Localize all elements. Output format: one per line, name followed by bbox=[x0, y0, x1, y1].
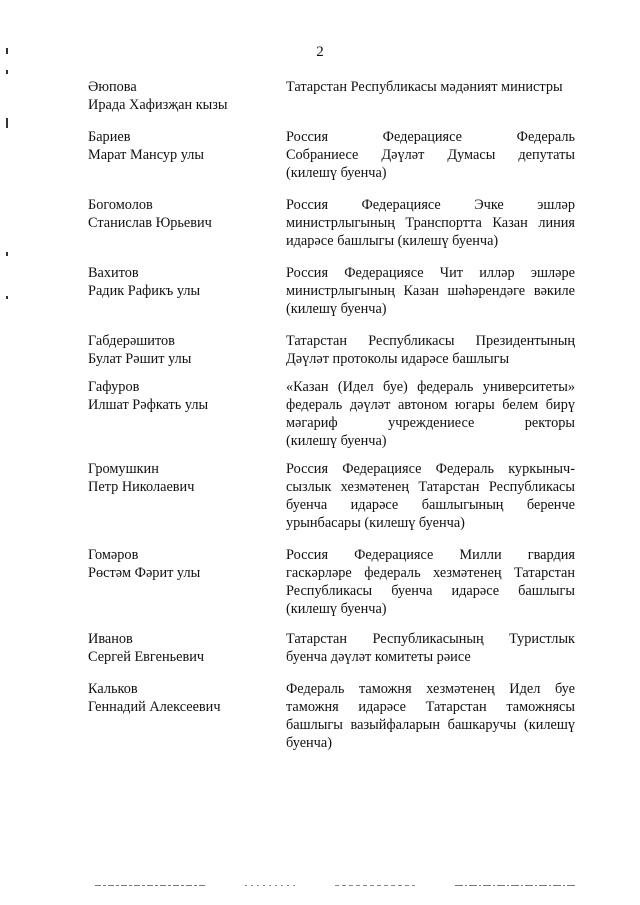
member-given-name: Сергей Евгеньевич bbox=[88, 649, 205, 665]
position-line: идарәсе башлыгы (килешү буенча) bbox=[286, 233, 499, 249]
position-line: Татарстан Республикасы мәдәният министры bbox=[286, 79, 563, 95]
member-name bbox=[88, 378, 273, 414]
member-surname: Кальков bbox=[88, 681, 138, 697]
position-line: буенча дәүләт комитеты рәисе bbox=[286, 649, 471, 665]
member-given-name: Булат Рәшит улы bbox=[88, 351, 192, 367]
scan-bottom-noise bbox=[95, 884, 575, 887]
position-line: Россия Федерациясе Эчке эшләр bbox=[286, 197, 575, 213]
member-given-name: Петр Николаевич bbox=[88, 479, 195, 495]
member-surname: Вахитов bbox=[88, 265, 139, 281]
position-line: (килешү буенча) bbox=[286, 165, 387, 181]
member-surname: Громушкин bbox=[88, 461, 159, 477]
position-line: министрлыгының Транспортта Казан линия bbox=[286, 215, 575, 231]
scan-mark bbox=[6, 296, 8, 299]
position-line: урынбасары (килешү буенча) bbox=[286, 515, 465, 531]
member-surname: Габдерәшитов bbox=[88, 333, 175, 349]
scan-mark bbox=[6, 252, 8, 256]
position-line: таможня идарәсе Татарстан таможнясы bbox=[286, 699, 575, 715]
position-line: (килешү буенча) bbox=[286, 301, 387, 317]
position-line: Федераль таможня хезмәтенең Идел буе bbox=[286, 681, 575, 697]
position-line: Россия Федерациясе Федераль bbox=[286, 129, 575, 145]
member-name bbox=[88, 78, 273, 114]
position-line: «Казан (Идел буе) федераль университеты» bbox=[286, 379, 575, 395]
member-name bbox=[88, 460, 273, 496]
member-position bbox=[286, 546, 575, 618]
position-line: Россия Федерациясе Милли гвардия bbox=[286, 547, 575, 563]
member-position bbox=[286, 128, 575, 182]
member-name bbox=[88, 680, 273, 716]
scan-margin-marks bbox=[0, 0, 14, 905]
member-surname: Иванов bbox=[88, 631, 133, 647]
position-line: Россия Федерациясе Федераль куркыныч- bbox=[286, 461, 575, 477]
position-line: сызлык хезмәтенең Татарстан Республикасы bbox=[286, 479, 575, 495]
member-position bbox=[286, 332, 575, 368]
member-given-name: Геннадий Алексеевич bbox=[88, 699, 221, 715]
member-surname: Гомәров bbox=[88, 547, 139, 563]
member-position bbox=[286, 78, 575, 96]
position-line: гаскәрләре федераль хезмәтенең Татарстан bbox=[286, 565, 575, 581]
member-given-name: Марат Мансур улы bbox=[88, 147, 205, 163]
position-line: буенча) bbox=[286, 735, 332, 751]
member-given-name: Илшат Рәфкать улы bbox=[88, 397, 209, 413]
member-position bbox=[286, 630, 575, 666]
member-position bbox=[286, 460, 575, 532]
member-position bbox=[286, 680, 575, 752]
member-surname: Әюпова bbox=[88, 79, 137, 95]
position-line: (килешү буенча) bbox=[286, 601, 387, 617]
member-name bbox=[88, 128, 273, 164]
page-number: 2 bbox=[316, 44, 324, 60]
member-surname: Бариев bbox=[88, 129, 131, 145]
member-given-name: Станислав Юрьевич bbox=[88, 215, 212, 231]
member-surname: Богомолов bbox=[88, 197, 153, 213]
member-name bbox=[88, 332, 273, 368]
position-line: Республикасы буенча идарәсе башлыгы bbox=[286, 583, 575, 599]
position-line: министрлыгының Казан шәһәрендәге вәкиле bbox=[286, 283, 575, 299]
member-name bbox=[88, 196, 273, 232]
position-line: Дәүләт протоколы идарәсе башлыгы bbox=[286, 351, 510, 367]
position-line: Татарстан Республикасының Туристлык bbox=[286, 631, 575, 647]
member-position bbox=[286, 378, 575, 450]
position-line: башлыгы вазыйфаларын башкаручы (килешү bbox=[286, 717, 575, 733]
position-line: Татарстан Республикасы Президентының bbox=[286, 333, 575, 349]
member-given-name: Ирада Хафизҗан кызы bbox=[88, 97, 228, 113]
scan-mark bbox=[6, 118, 8, 128]
scan-mark bbox=[6, 70, 8, 74]
position-line: федераль дәүләт автоном югары белем бирү bbox=[286, 397, 575, 413]
member-given-name: Радик Рафикъ улы bbox=[88, 283, 201, 299]
position-line: Собраниесе Дәүләт Думасы депутаты bbox=[286, 147, 575, 163]
position-line: буенча идарәсе башлыгының беренче bbox=[286, 497, 575, 513]
position-line: Россия Федерациясе Чит илләр эшләре bbox=[286, 265, 575, 281]
member-given-name: Рөстәм Фәрит улы bbox=[88, 565, 201, 581]
scan-mark bbox=[6, 48, 8, 54]
position-line: (килешү буенча) bbox=[286, 433, 387, 449]
member-position bbox=[286, 264, 575, 318]
member-name bbox=[88, 546, 273, 582]
position-line: мәгариф учреждениесе ректоры bbox=[286, 415, 575, 431]
member-name bbox=[88, 264, 273, 300]
member-surname: Гафуров bbox=[88, 379, 140, 395]
member-name bbox=[88, 630, 273, 666]
member-position bbox=[286, 196, 575, 250]
